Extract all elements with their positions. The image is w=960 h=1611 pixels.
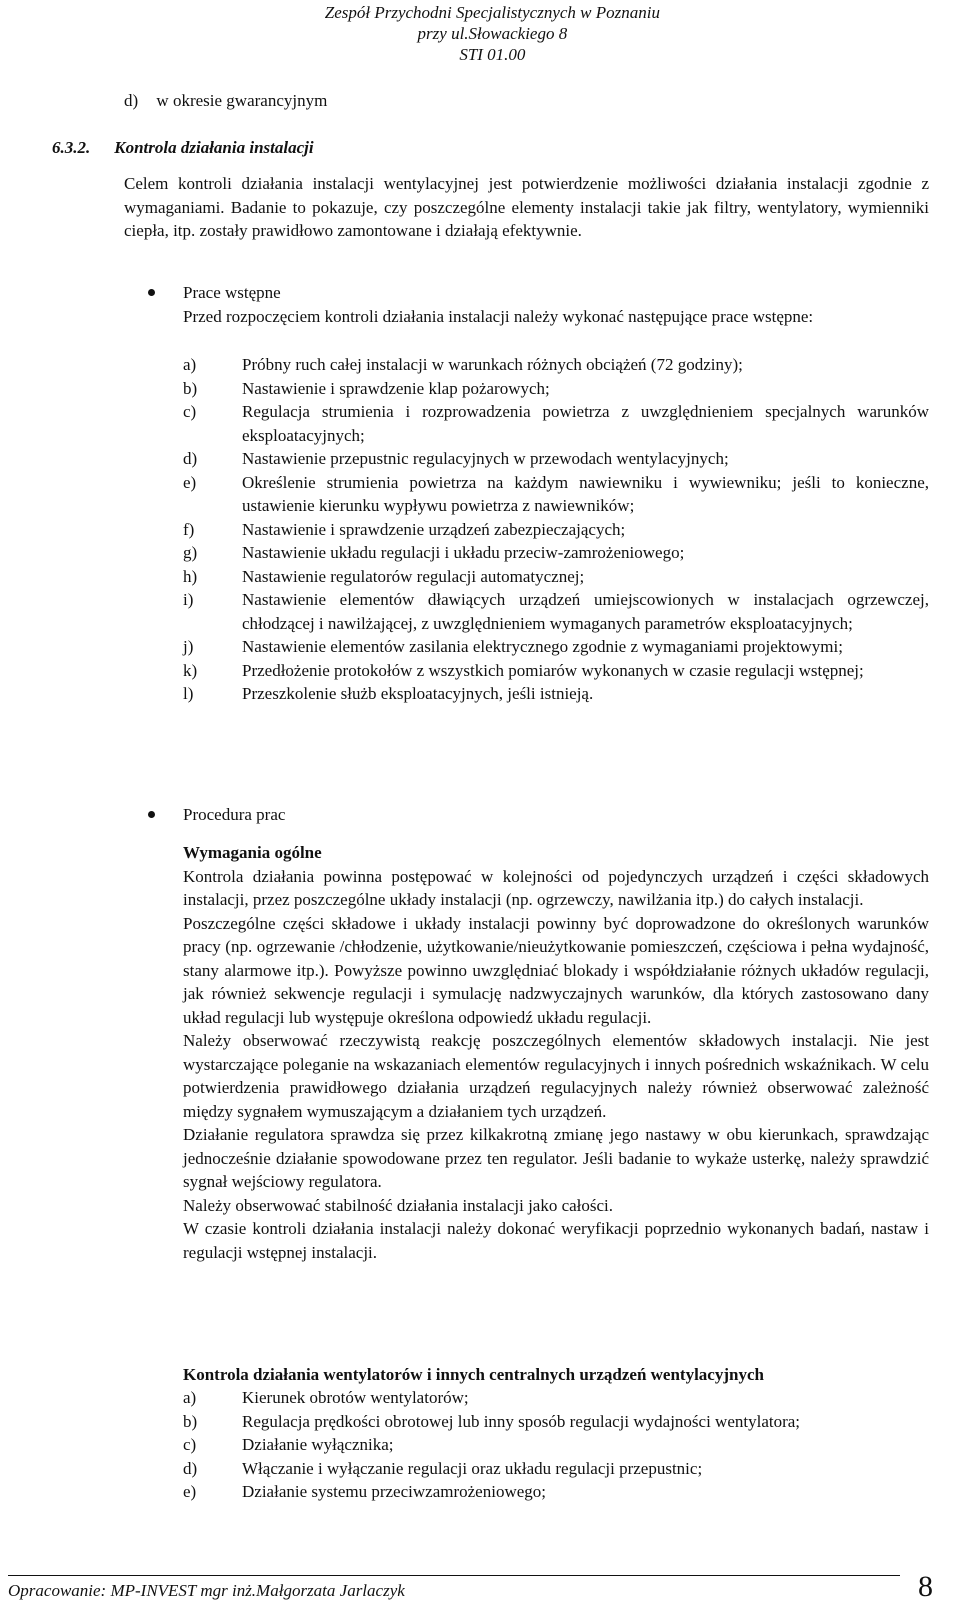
bullet-icon	[148, 811, 155, 818]
list-item	[183, 1457, 929, 1481]
list-text: Próbny ruch całej instalacji w warunkach różnych obciążeń (72 godziny);	[242, 355, 743, 374]
list-text: Nastawienie elementów dławiących urządzeń umiejscowionych w instalacjach ogrzewczej, chłodzącej i nawilżającej, z uwzględnieniem wymaganych parametrów eksploatacyjnych;	[242, 590, 929, 633]
section-heading	[52, 136, 314, 160]
top-list-item	[124, 89, 327, 113]
section-number: 6.3.2.	[52, 138, 91, 157]
list-text: Określenie strumienia powietrza na każdym nawiewniku i wywiewniku; jeśli to konieczne, ustawienie kierunku wypływu powietrza z nawiewników;	[242, 472, 929, 515]
list-letter: g)	[183, 543, 198, 562]
list-text: Nastawienie i sprawdzenie urządzeń zabezpieczających;	[242, 519, 626, 539]
section-intro: Celem kontroli działania instalacji wentylacyjnej jest potwierdzenie możliwości działania instalacji zgodnie z wymaganiami. Badanie to pokazuje, czy poszczególne elementy instalacji takie jak filtry, wentylatory, wymienniki ciepła, itp. zostały prawidłowo zamontowane i działają efektywnie.	[124, 174, 929, 240]
list-item	[183, 471, 929, 518]
list-text: Nastawienie regulatorów regulacji automatycznej;	[242, 566, 585, 586]
procedura-body	[183, 841, 929, 1264]
prace-heading: Prace wstępne	[183, 283, 281, 302]
list-letter: b)	[183, 378, 198, 398]
list-letter: b)	[183, 1411, 198, 1431]
paragraph: Działanie regulatora sprawdza się przez kilkakrotną zmianę jego nastawy w obu kierunkach, sprawdzając jednocześnie działanie spowodowane przez ten regulator. Jeśli badanie to wykaże usterkę, należy sprawdzić sygnał wejściowy regulatora.	[183, 1125, 929, 1191]
list-letter: d)	[183, 1458, 198, 1478]
kontrola-heading: Kontrola działania wentylatorów i innych centralnych urządzeń wentylacyjnych	[183, 1365, 764, 1384]
list-text: Nastawienie przepustnic regulacyjnych w przewodach wentylacyjnych;	[242, 449, 729, 468]
list-item	[183, 400, 929, 447]
list-text: Działanie wyłącznika;	[242, 1435, 394, 1454]
top-list-text: w okresie gwarancyjnym	[156, 91, 328, 110]
list-letter: a)	[183, 355, 197, 374]
list-text: Nastawienie i sprawdzenie klap pożarowych;	[242, 378, 550, 398]
list-item	[183, 565, 929, 589]
list-letter: d)	[183, 449, 198, 468]
prace-list	[183, 353, 929, 706]
header-line-2: przy ul.Słowackiego 8	[417, 24, 568, 43]
section-title: Kontrola działania instalacji	[114, 138, 314, 157]
list-text: Nastawienie układu regulacji i układu przeciw-zamrożeniowego;	[242, 543, 685, 562]
list-item	[183, 682, 929, 706]
list-letter: c)	[183, 402, 197, 421]
list-item	[183, 659, 929, 683]
list-item	[183, 1433, 929, 1457]
top-list-letter: d)	[124, 91, 139, 110]
prace-intro: Przed rozpoczęciem kontroli działania instalacji należy wykonać następujące prace wstępne:	[183, 307, 814, 326]
page-number: 8	[918, 1570, 933, 1603]
footer-divider	[8, 1575, 900, 1576]
list-letter: h)	[183, 566, 198, 586]
list-item	[183, 1410, 929, 1434]
list-item	[183, 518, 929, 542]
procedura-heading: Procedura prac	[183, 805, 286, 824]
list-text: Przeszkolenie służb eksploatacyjnych, jeśli istnieją.	[242, 684, 594, 703]
list-item	[183, 353, 929, 377]
list-text: Włączanie i wyłączanie regulacji oraz układu regulacji przepustnic;	[242, 1458, 703, 1478]
header-line-1: Zespół Przychodni Specjalistycznych w Poznaniu	[324, 3, 660, 22]
list-item	[183, 447, 929, 471]
paragraph: W czasie kontroli działania instalacji należy dokonać weryfikacji poprzednio wykonanych badań, nastaw i regulacji wstępnej instalacji.	[183, 1219, 929, 1262]
list-text: Kierunek obrotów wentylatorów;	[242, 1388, 469, 1407]
list-letter: e)	[183, 1482, 197, 1501]
list-letter: i)	[183, 590, 194, 609]
list-letter: l)	[183, 684, 194, 703]
list-text: Przedłożenie protokołów z wszystkich pomiarów wykonanych w czasie regulacji wstępnej;	[242, 660, 864, 680]
list-letter: c)	[183, 1435, 197, 1454]
list-item	[183, 635, 929, 659]
paragraph: Należy obserwować rzeczywistą reakcję poszczególnych elementów składowych instalacji. Nie jest wystarczające poleganie na wskazaniach elementów regulacyjnych i innych pośrednich wskaźnikach. W celu potwierdzenia prawidłowego działania urządzeń regulacyjnych należy również obserwować zależność między sygnałem wymuszającym a działaniem tych urządzeń.	[183, 1031, 929, 1121]
list-item	[183, 1480, 929, 1504]
list-text: Działanie systemu przeciwzamrożeniowego;	[242, 1482, 546, 1501]
bullet-icon	[148, 289, 155, 296]
kontrola-list	[183, 1386, 929, 1504]
wymagania-heading: Wymagania ogólne	[183, 843, 322, 862]
list-letter: k)	[183, 660, 198, 680]
list-letter: e)	[183, 472, 197, 492]
list-text: Nastawienie elementów zasilania elektrycznego zgodnie z wymaganiami projektowymi;	[242, 637, 843, 656]
paragraph: Poszczególne części składowe i układy instalacji powinny być doprowadzone do określonych warunków pracy (np. ogrzewanie /chłodzenie, użytkowanie/nieużytkowanie pomieszczeń, częściowa i pełna wydajność, stany alarmowe itp.). Powyższe powinno uwzględniać blokady i współdziałanie różnych układów regulacji, jak również sekwencje regulacji i symulację nadzwyczajnych warunków, dla których zastosowano dany układ regulacji lub występuje określona odpowiedź układu regulacji.	[183, 913, 929, 1027]
list-letter: a)	[183, 1388, 197, 1407]
list-text: Regulacja strumienia i rozprowadzenia powietrza z uwzględnieniem specjalnych warunków eksploatacyjnych;	[242, 402, 929, 445]
paragraph: Należy obserwować stabilność działania instalacji jako całości.	[183, 1195, 614, 1215]
list-text: Regulacja prędkości obrotowej lub inny sposób regulacji wydajności wentylatora;	[242, 1411, 801, 1431]
list-letter: j)	[183, 637, 194, 656]
list-item	[183, 377, 929, 401]
paragraph: Kontrola działania powinna postępować w kolejności od pojedynczych urządzeń i części składowych instalacji, przez poszczególne układy instalacji (np. ogrzewczy, nawilżania itp.) do całych instalacji.	[183, 866, 929, 909]
list-item	[183, 588, 929, 635]
list-item	[183, 1386, 929, 1410]
list-letter: f)	[183, 519, 195, 539]
list-item	[183, 541, 929, 565]
header-line-3: STI 01.00	[459, 45, 526, 64]
footer-text: Opracowanie: MP-INVEST mgr inż.Małgorzata Jarlaczyk	[8, 1581, 405, 1600]
document-header	[325, 2, 660, 65]
